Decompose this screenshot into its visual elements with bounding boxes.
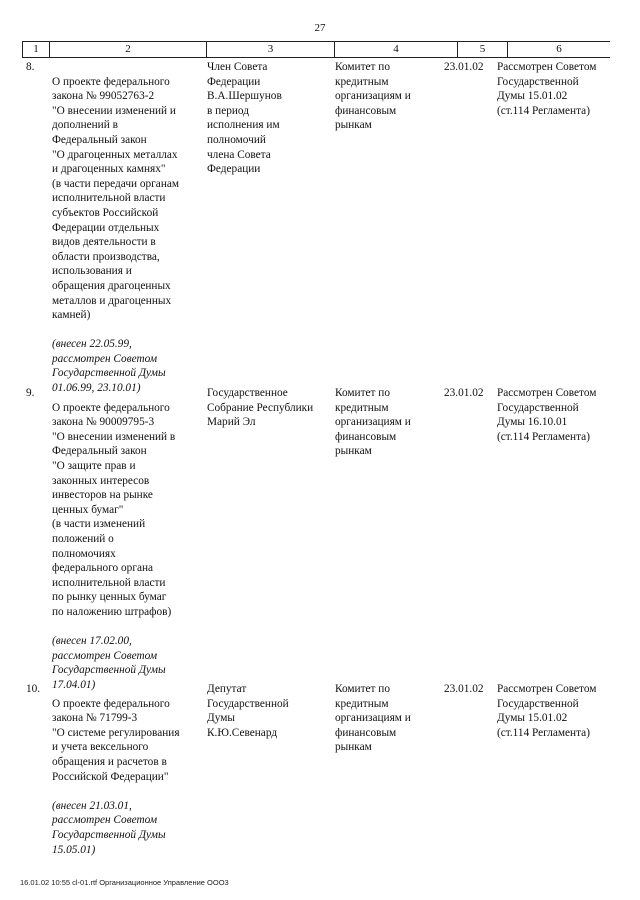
header-col-3: 3 xyxy=(206,42,334,57)
bill-author: Депутат Государственной Думы К.Ю.Севенард xyxy=(207,683,289,739)
date: 23.01.02 xyxy=(444,387,484,399)
result: Рассмотрен Советом Государственной Думы 16.10.01 (ст.114 Регламента) xyxy=(497,387,597,443)
bill-author: Государственное Собрание Республики Марий Эл xyxy=(207,387,314,429)
bill-note: (внесен 22.05.99, рассмотрен Советом Государственной Думы 01.06.99, 23.10.01) xyxy=(52,338,166,395)
date: 23.01.02 xyxy=(444,61,484,73)
header-col-2: 2 xyxy=(49,42,206,57)
bill-title: О проекте федерального закона № 99052763-2 "О внесении изменений и дополнений в Федеральный закон "О драгоценных металлах и драгоценных камнях" (в части передачи органам исполнительной власти субъектов Российской Федерации отдельных видов деятельности в области производства, использования и обращения драгоценных металлов и драгоценных камней) xyxy=(52,75,180,322)
bill-description xyxy=(52,386,202,707)
bill-title: О проекте федерального закона № 90009795-3 "О внесении изменений в Федеральный закон "О защите прав и законных интересов инвесторов на рынке ценных бумаг" (в части изменений положений о полномочиях федерального органа исполнительной власти по рынку ценных бумаг по наложению штрафов) xyxy=(52,401,176,618)
bill-description xyxy=(52,682,202,872)
table-header xyxy=(22,41,610,58)
result: Рассмотрен Советом Государственной Думы 15.01.02 (ст.114 Регламента) xyxy=(497,683,597,739)
date: 23.01.02 xyxy=(444,683,484,695)
bill-author: Член Совета Федерации В.А.Шершунов в период исполнения им полномочий члена Совета Федерации xyxy=(207,61,282,176)
bill-title: О проекте федерального закона № 71799-3 "О системе регулирования и учета вексельного обращения и расчетов в Российской Федерации" xyxy=(52,697,180,783)
header-col-1: 1 xyxy=(22,42,49,57)
header-col-5: 5 xyxy=(457,42,507,57)
committee: Комитет по кредитным организациям и финансовым рынкам xyxy=(335,683,411,754)
committee: Комитет по кредитным организациям и финансовым рынкам xyxy=(335,387,411,458)
bill-note: (внесен 21.03.01, рассмотрен Советом Государственной Думы 15.05.01) xyxy=(52,799,166,856)
header-col-6: 6 xyxy=(507,42,610,57)
bill-note: (внесен 17.02.00, рассмотрен Советом Государственной Думы 17.04.01) xyxy=(52,635,166,691)
row-number: 10. xyxy=(26,683,41,695)
committee: Комитет по кредитным организациям и финансовым рынкам xyxy=(335,61,411,132)
result: Рассмотрен Советом Государственной Думы 15.01.02 (ст.114 Регламента) xyxy=(497,61,597,117)
row-number: 8. xyxy=(26,61,35,73)
row-number: 9. xyxy=(26,387,35,399)
page-number: 27 xyxy=(314,22,326,34)
header-col-4: 4 xyxy=(334,42,457,57)
bill-description xyxy=(52,60,202,410)
footer: 16.01.02 10:55 cl-01.rtf Организационное Управление ООО3 xyxy=(20,878,229,887)
